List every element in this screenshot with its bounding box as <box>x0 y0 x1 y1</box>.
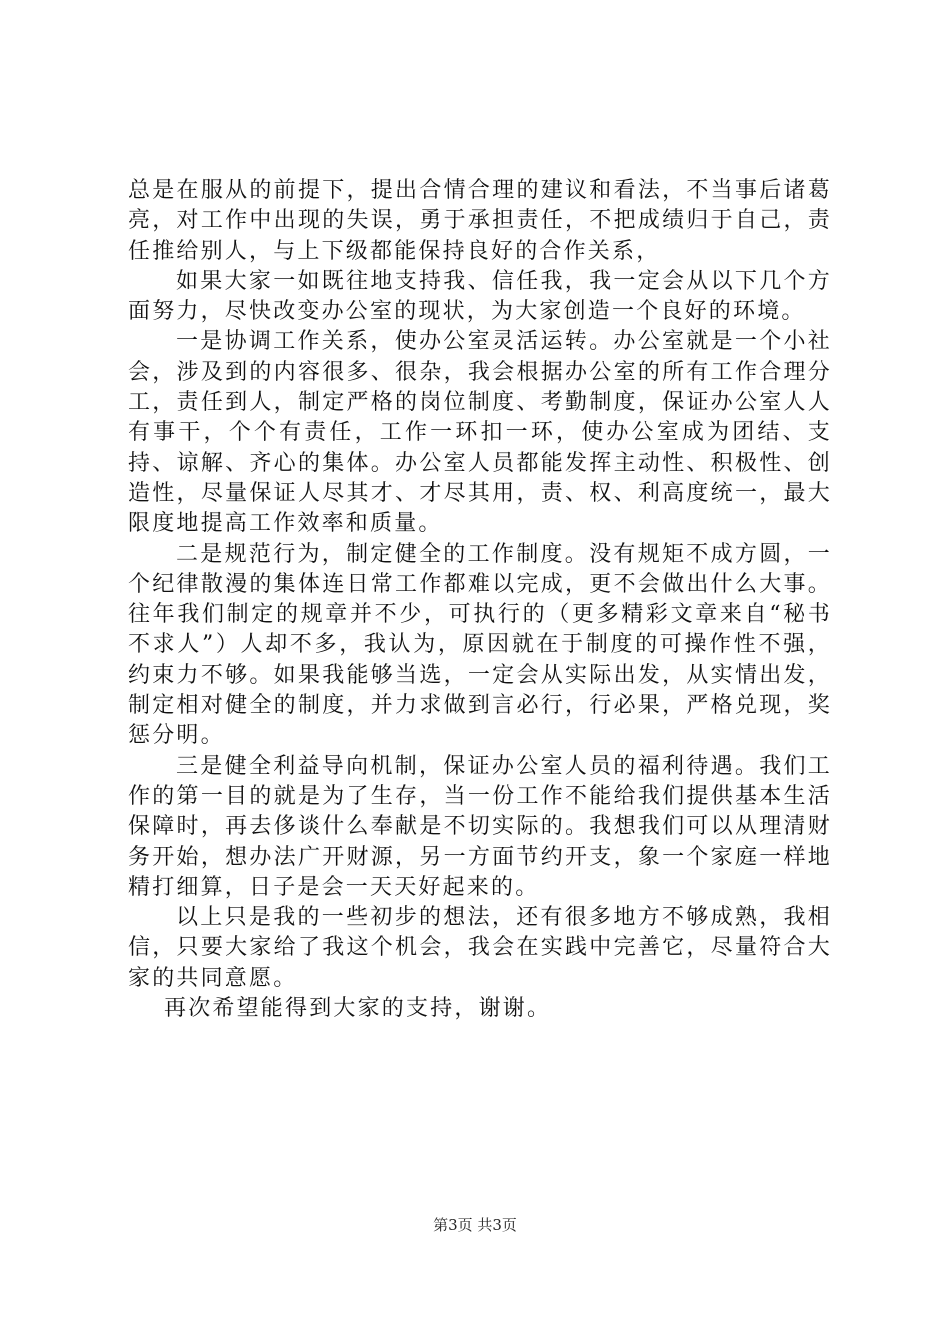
paragraph-point-two: 二是规范行为，制定健全的工作制度。没有规矩不成方圆，一个纪律散漫的集体连日常工作都难以完成，更不会做出什么大事。往年我们制定的规章并不少，可执行的（更多精彩文章来自“秘书不求人”）人却不多，我认为，原因就在于制度的可操作性不强，约束力不够。如果我能够当选，一定会从实际出发，从实情出发，制定相对健全的制度，并力求做到言必行，行必果，严格兑现，奖惩分明。 <box>128 541 832 749</box>
paragraph-support: 如果大家一如既往地支持我、信任我，我一定会从以下几个方面努力，尽快改变办公室的现状，为大家创造一个良好的环境。 <box>128 268 832 325</box>
page-number-footer: 第3页 共3页 <box>433 1216 517 1234</box>
paragraph-closing: 再次希望能得到大家的支持，谢谢。 <box>164 996 552 1022</box>
paragraph-continued: 总是在服从的前提下，提出合情合理的建议和看法，不当事后诸葛亮，对工作中出现的失误，勇于承担责任，不把成绩归于自己，责任推给别人，与上下级都能保持良好的合作关系， <box>128 178 832 264</box>
paragraph-point-three: 三是健全利益导向机制，保证办公室人员的福利待遇。我们工作的第一目的就是为了生存，当一份工作不能给我们提供基本生活保障时，再去侈谈什么奉献是不切实际的。我想我们可以从理清财务开始，想办法广开财源，另一方面节约开支，象一个家庭一样地精打细算，日子是会一天天好起来的。 <box>128 753 832 900</box>
document-body <box>128 176 832 1024</box>
paragraph-conclusion: 以上只是我的一些初步的想法，还有很多地方不够成熟，我相信，只要大家给了我这个机会，我会在实践中完善它，尽量符合大家的共同意愿。 <box>128 905 832 991</box>
paragraph-point-one: 一是协调工作关系，使办公室灵活运转。办公室就是一个小社会，涉及到的内容很多、很杂，我会根据办公室的所有工作合理分工，责任到人，制定严格的岗位制度、考勤制度，保证办公室人人有事干，个个有责任，工作一环扣一环，使办公室成为团结、支持、谅解、齐心的集体。办公室人员都能发挥主动性、积极性、创造性，尽量保证人尽其才、才尽其用，责、权、利高度统一，最大限度地提高工作效率和质量。 <box>128 329 832 537</box>
